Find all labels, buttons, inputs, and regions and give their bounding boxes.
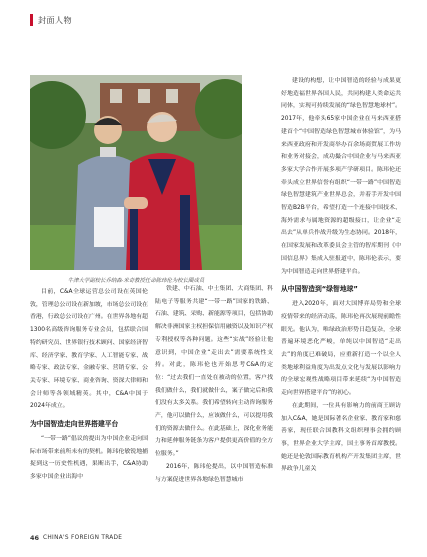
subheading: 从中国智造到“绿智地球” — [281, 285, 358, 294]
section-label: 封面人物 — [38, 15, 72, 25]
publication-name: CHINA'S FOREIGN TRADE — [43, 535, 123, 541]
paragraph: 建设的构想，让中国智造的经验与成果更好地造福世界各国人民，共同构建人类命运共同体，实现可持续发展的“绿色智慧地球村”。2017年，他牵头65家中国企业在马来西亚搭建首个“中国智造绿色智慧城市体验馆”，为马来西亚政府和开发商举办百余场商贸展工作坊和业务对接会，成功撮合中国企业与马来西亚多家大学合作开展多项产学研项目。陈玮伦还牵头成立世界信誉有组织“一带一路”中国智造绿色智慧建筑产业世界总会，并着手开发中国智造B2B平台，希望打造一个连接中国技术、海外需求与属地资源的超级接口，让企业“走出去”从单兵作战升级为生态协同。2018年，在国家发展和改革委员会主管的智库期刊《中国信息界》集成入驻报道中，陈玮伦表示，要为中国智造走向世界搭建平台。 — [281, 78, 401, 275]
column-2 — [155, 283, 273, 486]
paragraph: 2016年，陈玮伦提出，以中国智造标准与方案促进世界各地绿色智慧城市 — [155, 463, 273, 483]
paragraph: 进入2020年，面对大国博弈局势和全球疫情带来的经济动荡，陈玮伦再次展现前瞻性眼光。他认为，唯绿政治形势日趋复杂，全球普遍环境恶化严峻，单纯以中国智造“走出去”的角度已难破局，应重新打造一个以全人类地球利益角度为出发点文化与发展以影响力的全球宏观性战略项目带来延续“为中国智造走向世界搭建平台”的初心。 — [281, 301, 401, 397]
subheading: 为中国智造走向世界搭建平台 — [30, 420, 119, 429]
section-marker — [30, 14, 33, 26]
page-number: 46 — [30, 534, 40, 542]
cover-photo — [30, 75, 242, 270]
page-footer — [30, 534, 122, 542]
paragraph: 目前，C&A全球运营总公司设在英国伦敦，管理总公司设在新加坡，市场总公司设在香港，行政总公司设在广州。在世界各地有超1300名高级咨询服务专业会员，包括联合国特约研究员、世界银行技术顾问、国家经济智库、经济学家、教育学家、人工智能专家、战略专家、政法专家、金融专家、营销专家、公关专家、环境专家、商业咨询、资深大律师和会计师等各领域精英。其中，C&A中国于2024年成立。 — [30, 289, 148, 410]
column-3 — [281, 75, 401, 476]
photo-caption: 牛津大学副校长乔纳森·米奇教授任命陈玮伦为校长圈成员 — [67, 278, 205, 284]
column-1 — [30, 283, 148, 484]
paragraph: 铁建、中石油、中土集团、大商集团、科陆电子等服务共建“一带一路”国家的铁路、石油、建筑、采购、新能源等项目，包括协助解决非洲国家主权担保信用融资以及知识产权专利授权等各种问题。这些“实战”经验让他意识到，中国企业“走出去”需要系统性支持。对此，陈玮伦也开始思考C&A的定位：“过去我们一直处在被动的位置，客户找我们做什么，我们就做什么，案子做完后和我们没有太多关系。我们希望转向主动咨询服务产，他可以做什么，应该做什么，可以提用我们的资源去做什么。在此基础上，深化业务能力和延伸服务链条为客户提供更高价值的全方位服务。” — [155, 286, 273, 458]
section-header — [30, 14, 72, 26]
paragraph: 在此期间，一位具有影响力的前商王顾访加入C&A，她是国际著名企业家、教育家和慈善家，现任联合国教科文组织理事会拥约顾事，世界企业大学主席，国土事务首席教授。她还是伦敦国际教育机构产开发集团主席，世界政争儿童关 — [281, 402, 401, 473]
paragraph: “一带一路”倡议的提出为中国企业走向国际市场带来前所未有的契机。陈玮伦敏锐地捕捉到这一历史性机遇，果断出手，C&A协助多家中国企业出海中 — [30, 436, 148, 481]
